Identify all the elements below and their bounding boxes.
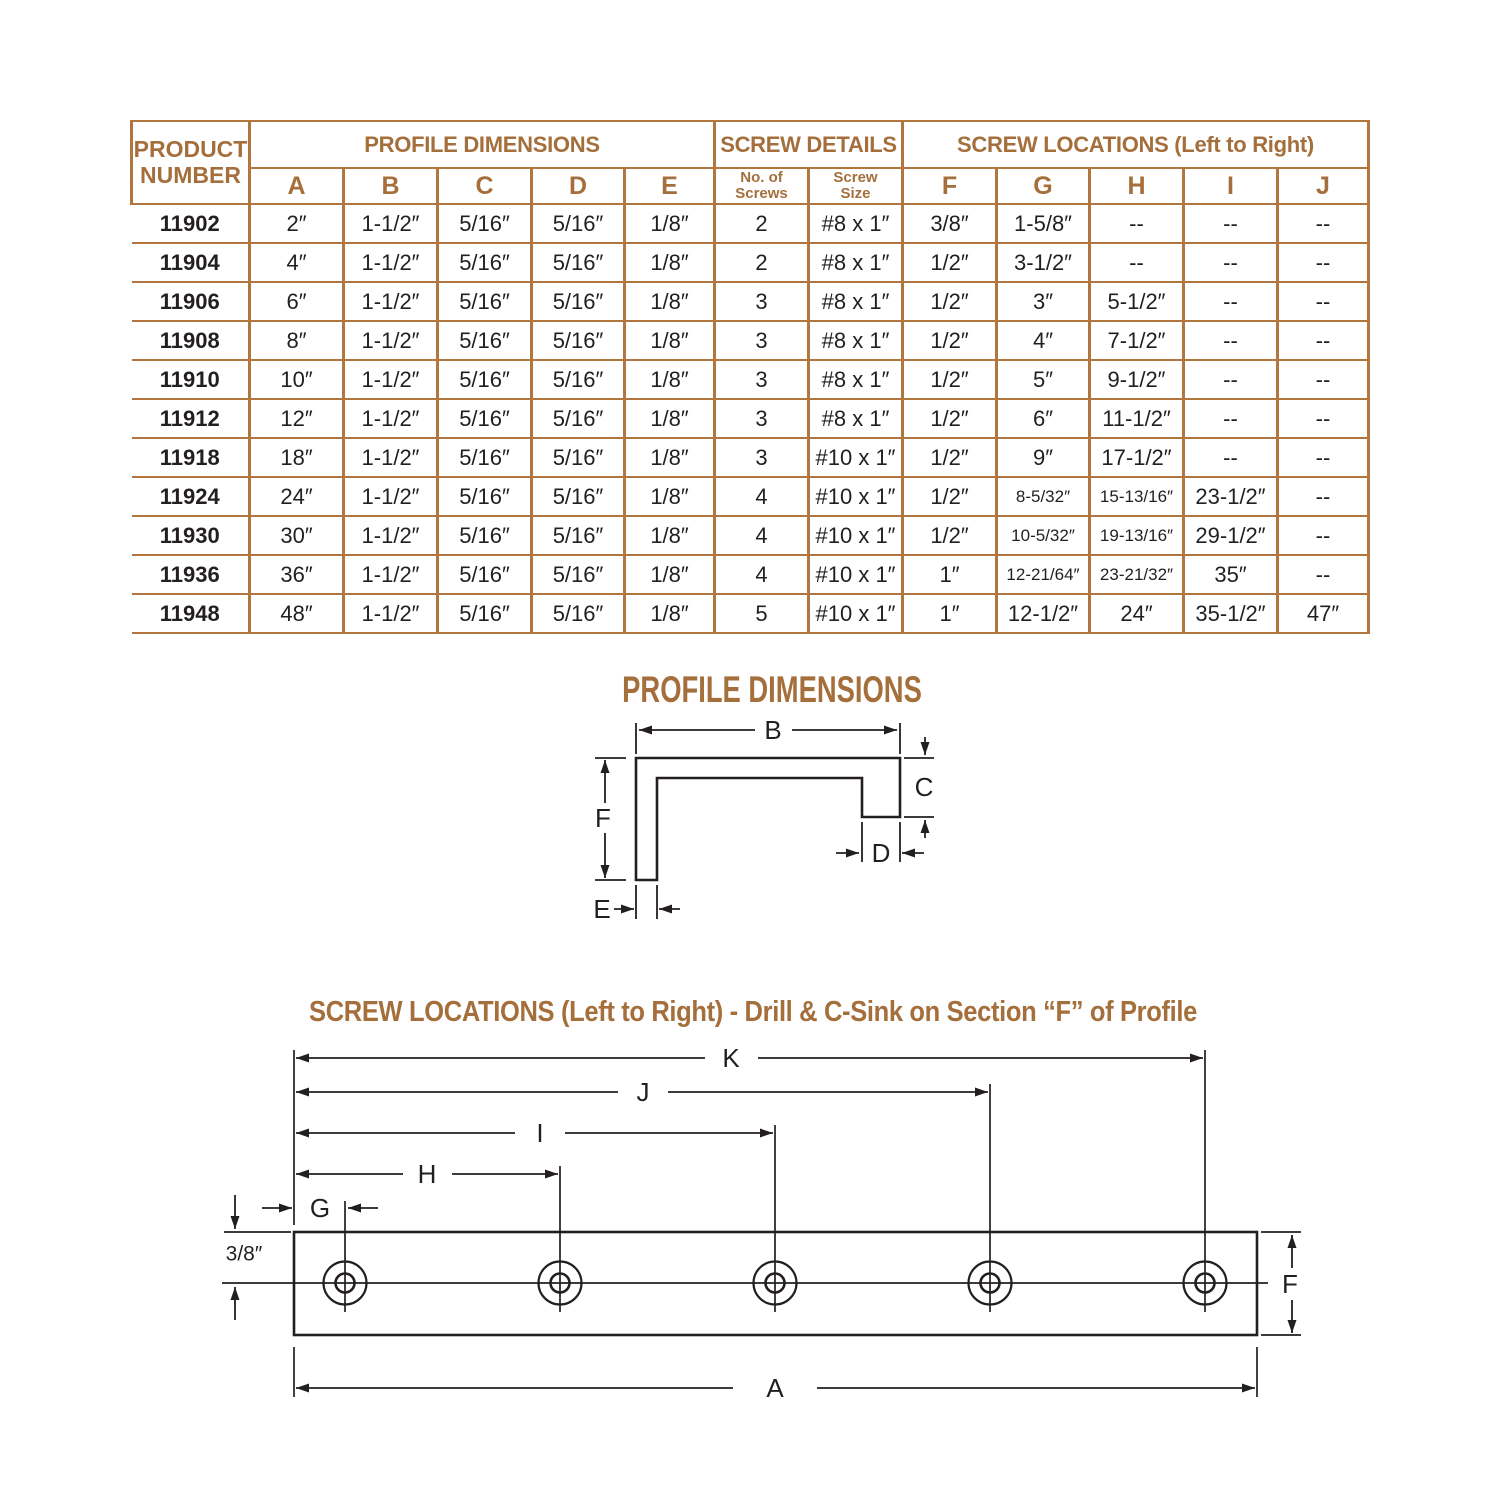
table-cell: 5-1/2″: [1090, 282, 1184, 321]
table-row: [132, 516, 1369, 555]
table-cell: 5/16″: [438, 399, 532, 438]
product-header-line2: NUMBER: [140, 161, 241, 188]
table-row: [132, 438, 1369, 477]
screw-size-line1: Screw: [833, 168, 878, 186]
product-number-header: [132, 121, 250, 204]
no-of-screws-line2: Screws: [735, 185, 788, 202]
profile-dimensions-diagram: [560, 710, 980, 940]
table-cell: 3-1/2″: [997, 243, 1090, 282]
table-cell: 1/2″: [903, 438, 997, 477]
table-cell: 5/16″: [438, 438, 532, 477]
table-cell: 1/2″: [903, 516, 997, 555]
label-h: H: [417, 1159, 437, 1189]
table-cell: --: [1278, 282, 1369, 321]
table-cell: 1-1/2″: [344, 282, 438, 321]
table-cell: 1/8″: [625, 282, 715, 321]
table-cell: 1/2″: [903, 282, 997, 321]
col-header-A: A: [250, 168, 344, 204]
table-cell: --: [1278, 321, 1369, 360]
table-row: [132, 594, 1369, 633]
table-cell: --: [1184, 204, 1278, 243]
group-header-row: [132, 121, 1369, 168]
table-cell: --: [1184, 321, 1278, 360]
table-cell: 4: [715, 555, 809, 594]
table-row: [132, 399, 1369, 438]
label-c: C: [914, 772, 934, 802]
table-cell: 5/16″: [532, 282, 625, 321]
col-header-screw-size: [809, 168, 903, 204]
table-cell: 23-21/32″: [1090, 555, 1184, 594]
table-body: [132, 204, 1369, 633]
table-cell: 24″: [250, 477, 344, 516]
table-cell: 6″: [997, 399, 1090, 438]
table-cell: 1/8″: [625, 360, 715, 399]
table-row: [132, 321, 1369, 360]
product-header-line1: PRODUCT: [133, 135, 248, 162]
table-cell: 5/16″: [438, 321, 532, 360]
product-number-cell: 11936: [132, 555, 250, 594]
table-cell: 5/16″: [438, 243, 532, 282]
product-number-cell: 11948: [132, 594, 250, 633]
table-cell: 2″: [250, 204, 344, 243]
label-i: I: [536, 1118, 544, 1148]
table-cell: 5/16″: [532, 399, 625, 438]
no-of-screws-line1: No. of: [740, 168, 783, 186]
table-cell: 4″: [250, 243, 344, 282]
col-header-D: D: [532, 168, 625, 204]
table-cell: 8″: [250, 321, 344, 360]
table-cell: 5/16″: [532, 555, 625, 594]
table-cell: 1-1/2″: [344, 399, 438, 438]
table-cell: 1/8″: [625, 321, 715, 360]
table-cell: 1-1/2″: [344, 555, 438, 594]
table-cell: 17-1/2″: [1090, 438, 1184, 477]
table-cell: #8 x 1″: [809, 282, 903, 321]
table-cell: --: [1278, 438, 1369, 477]
label-d: D: [871, 838, 891, 868]
table-cell: 2: [715, 204, 809, 243]
col-header-H: H: [1090, 168, 1184, 204]
table-cell: 1/8″: [625, 594, 715, 633]
table-cell: 1-1/2″: [344, 321, 438, 360]
table-cell: 1/8″: [625, 438, 715, 477]
table-cell: 29-1/2″: [1184, 516, 1278, 555]
table-cell: 5/16″: [438, 477, 532, 516]
col-header-no-of-screws: [715, 168, 809, 204]
table-cell: --: [1278, 360, 1369, 399]
table-cell: #10 x 1″: [809, 477, 903, 516]
profile-outline: [636, 758, 900, 880]
table-cell: 12-21/64″: [997, 555, 1090, 594]
table-cell: 1-1/2″: [344, 438, 438, 477]
col-header-E: E: [625, 168, 715, 204]
table-cell: 10-5/32″: [997, 516, 1090, 555]
product-number-cell: 11906: [132, 282, 250, 321]
table-cell: --: [1090, 204, 1184, 243]
product-number-cell: 11908: [132, 321, 250, 360]
product-number-cell: 11918: [132, 438, 250, 477]
table-cell: 1-5/8″: [997, 204, 1090, 243]
table-cell: 1-1/2″: [344, 477, 438, 516]
table-cell: --: [1278, 516, 1369, 555]
table-cell: 1/2″: [903, 477, 997, 516]
table-cell: --: [1184, 438, 1278, 477]
table-cell: 15-13/16″: [1090, 477, 1184, 516]
table-cell: 5/16″: [438, 282, 532, 321]
table-cell: #10 x 1″: [809, 555, 903, 594]
table-cell: 1-1/2″: [344, 516, 438, 555]
table-cell: 11-1/2″: [1090, 399, 1184, 438]
table-cell: 9″: [997, 438, 1090, 477]
table-cell: #8 x 1″: [809, 243, 903, 282]
table-cell: 1/2″: [903, 360, 997, 399]
table-cell: 36″: [250, 555, 344, 594]
table-cell: #10 x 1″: [809, 438, 903, 477]
table-cell: 5/16″: [532, 321, 625, 360]
col-header-B: B: [344, 168, 438, 204]
label-f: F: [595, 803, 611, 833]
product-number-cell: 11930: [132, 516, 250, 555]
table-cell: 35-1/2″: [1184, 594, 1278, 633]
table-cell: 9-1/2″: [1090, 360, 1184, 399]
table-cell: 5/16″: [438, 516, 532, 555]
table-cell: #10 x 1″: [809, 594, 903, 633]
table-cell: 3/8″: [903, 204, 997, 243]
table-cell: 19-13/16″: [1090, 516, 1184, 555]
table-cell: 1/2″: [903, 321, 997, 360]
screw-size-line2: Size: [840, 185, 871, 202]
label-bar-f: F: [1282, 1269, 1298, 1299]
table-cell: 1/2″: [903, 399, 997, 438]
table-cell: 5/16″: [532, 204, 625, 243]
table-cell: 1/8″: [625, 243, 715, 282]
col-header-J: J: [1278, 168, 1369, 204]
table-cell: 48″: [250, 594, 344, 633]
table-cell: 6″: [250, 282, 344, 321]
table-cell: 1-1/2″: [344, 594, 438, 633]
table-cell: --: [1278, 204, 1369, 243]
label-b: B: [764, 715, 782, 745]
table-cell: 5/16″: [532, 438, 625, 477]
table-cell: 3: [715, 282, 809, 321]
table-cell: 1/8″: [625, 204, 715, 243]
table-cell: 3: [715, 438, 809, 477]
table-cell: --: [1090, 243, 1184, 282]
table-cell: #8 x 1″: [809, 321, 903, 360]
table-cell: 35″: [1184, 555, 1278, 594]
col-header-C: C: [438, 168, 532, 204]
column-header-row: [132, 168, 1369, 204]
label-k: K: [722, 1043, 740, 1073]
table-cell: 4″: [997, 321, 1090, 360]
table-cell: 18″: [250, 438, 344, 477]
table-cell: 3: [715, 399, 809, 438]
table-cell: --: [1278, 243, 1369, 282]
table-cell: 5/16″: [438, 555, 532, 594]
table-cell: --: [1278, 555, 1369, 594]
table-row: [132, 360, 1369, 399]
table-cell: 2: [715, 243, 809, 282]
group-screw-details: SCREW DETAILS: [715, 121, 903, 168]
table-cell: 23-1/2″: [1184, 477, 1278, 516]
table-cell: 1-1/2″: [344, 243, 438, 282]
table-cell: --: [1184, 399, 1278, 438]
table-cell: 1/2″: [903, 243, 997, 282]
table-cell: 10″: [250, 360, 344, 399]
table-row: [132, 243, 1369, 282]
table-cell: 5″: [997, 360, 1090, 399]
table-cell: --: [1278, 399, 1369, 438]
table-cell: 5/16″: [532, 516, 625, 555]
table-cell: 1/8″: [625, 555, 715, 594]
table-cell: 4: [715, 477, 809, 516]
col-header-F: F: [903, 168, 997, 204]
label-a: A: [766, 1373, 784, 1403]
product-number-cell: 11910: [132, 360, 250, 399]
table-cell: 5/16″: [438, 204, 532, 243]
table-cell: --: [1184, 360, 1278, 399]
screw-diagram-title: SCREW LOCATIONS (Left to Right) - Drill & C-Sink on Section “F” of Profile: [309, 996, 1197, 1028]
product-number-cell: 11912: [132, 399, 250, 438]
spec-table: [130, 120, 1370, 634]
screw-locations-diagram: [200, 1035, 1360, 1410]
product-number-cell: 11902: [132, 204, 250, 243]
label-g: G: [309, 1193, 331, 1223]
table-cell: 12″: [250, 399, 344, 438]
table-cell: 12-1/2″: [997, 594, 1090, 633]
table-cell: 5/16″: [438, 360, 532, 399]
table-cell: 1-1/2″: [344, 204, 438, 243]
col-header-I: I: [1184, 168, 1278, 204]
table-row: [132, 555, 1369, 594]
col-header-G: G: [997, 168, 1090, 204]
table-cell: 24″: [1090, 594, 1184, 633]
product-number-cell: 11904: [132, 243, 250, 282]
label-offset: 3/8″: [225, 1242, 263, 1266]
table-row: [132, 477, 1369, 516]
table-cell: 1/8″: [625, 399, 715, 438]
table-cell: 5/16″: [532, 360, 625, 399]
table-cell: 1/8″: [625, 516, 715, 555]
table-cell: 4: [715, 516, 809, 555]
table-cell: 1/8″: [625, 477, 715, 516]
table-cell: 5/16″: [532, 477, 625, 516]
table-cell: 47″: [1278, 594, 1369, 633]
table-cell: 5/16″: [532, 243, 625, 282]
table-cell: 1″: [903, 555, 997, 594]
table-cell: --: [1184, 243, 1278, 282]
product-number-cell: 11924: [132, 477, 250, 516]
table-cell: 5/16″: [532, 594, 625, 633]
table-cell: --: [1184, 282, 1278, 321]
table-cell: 30″: [250, 516, 344, 555]
table-cell: 1″: [903, 594, 997, 633]
table-cell: 7-1/2″: [1090, 321, 1184, 360]
table-cell: --: [1278, 477, 1369, 516]
label-j: J: [636, 1077, 650, 1107]
table-cell: 3: [715, 360, 809, 399]
group-screw-locations: SCREW LOCATIONS (Left to Right): [903, 121, 1369, 168]
table-cell: 3: [715, 321, 809, 360]
table-cell: 1-1/2″: [344, 360, 438, 399]
label-e: E: [593, 894, 611, 924]
table-row: [132, 282, 1369, 321]
table-cell: 8-5/32″: [997, 477, 1090, 516]
profile-diagram-title: PROFILE DIMENSIONS: [622, 669, 922, 710]
table-cell: #8 x 1″: [809, 204, 903, 243]
table-cell: 5/16″: [438, 594, 532, 633]
table-cell: 5: [715, 594, 809, 633]
table-row: [132, 204, 1369, 243]
table-cell: #8 x 1″: [809, 360, 903, 399]
table-cell: #8 x 1″: [809, 399, 903, 438]
table-cell: 3″: [997, 282, 1090, 321]
group-profile-dimensions: PROFILE DIMENSIONS: [250, 121, 715, 168]
table-cell: #10 x 1″: [809, 516, 903, 555]
